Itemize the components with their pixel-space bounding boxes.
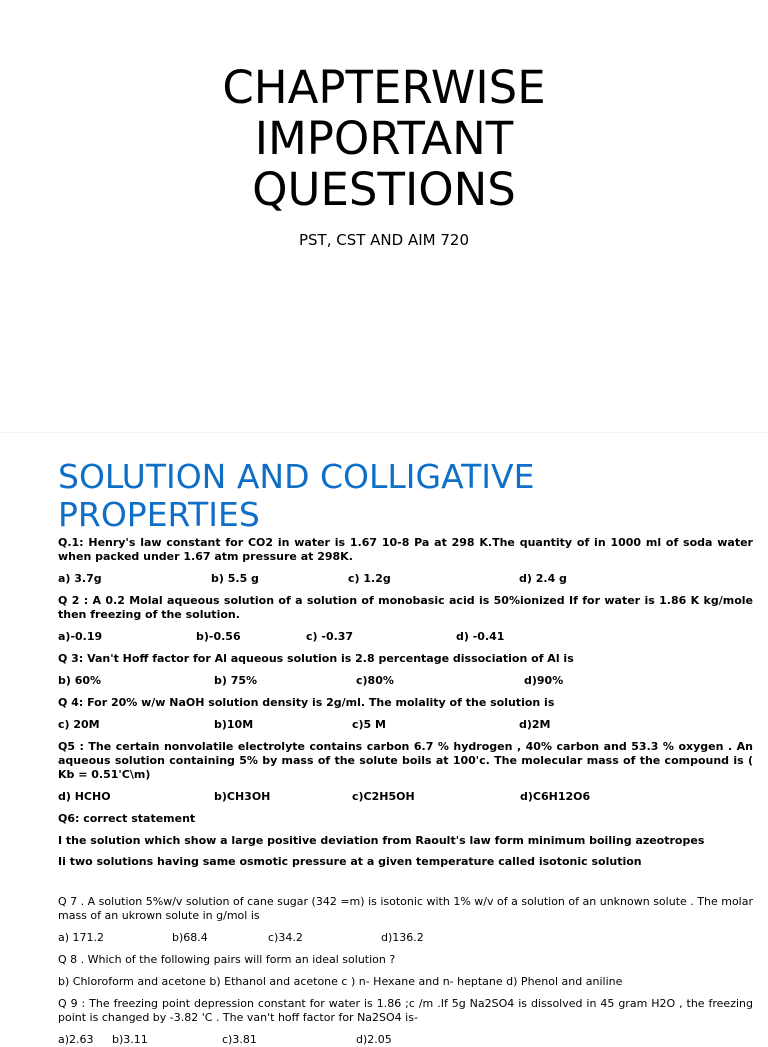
q3-option-c: c)80% [356, 674, 394, 687]
question-2: Q 2 : A 0.2 Molal aqueous solution of a solution of monobasic acid is 50%ionized If for water is 1.86 K kg/mole then freezing of the solution. [58, 594, 753, 621]
question-4-options [58, 718, 753, 732]
q9-option-d: d)2.05 [356, 1033, 392, 1046]
slide-divider [0, 432, 768, 433]
q7-option-b: b)68.4 [172, 931, 208, 944]
question-1-options [58, 572, 753, 586]
cropped-text-line [58, 875, 753, 879]
q7-option-c: c)34.2 [268, 931, 303, 944]
q5-option-d: d)C6H12O6 [520, 790, 591, 803]
q5-option-c: c)C2H5OH [352, 790, 415, 803]
q9-option-a: a)2.63 [58, 1033, 94, 1046]
q3-option-b: b) 75% [214, 674, 258, 687]
q3-option-d: d)90% [524, 674, 564, 687]
q9-option-c: c)3.81 [222, 1033, 257, 1046]
subtitle: PST, CST AND AIM 720 [298, 231, 470, 249]
question-list [58, 536, 753, 1047]
question-5-options [58, 790, 753, 804]
question-7-options [58, 931, 753, 945]
q4-option-b: b)10M [214, 718, 254, 731]
q7-option-d: d)136.2 [381, 931, 424, 944]
q1-option-b: b) 5.5 g [211, 572, 259, 585]
main-title [0, 62, 768, 215]
q2-option-a: a)-0.19 [58, 630, 103, 643]
question-3: Q 3: Van't Hoff factor for Al aqueous solution is 2.8 percentage dissociation of Al is [58, 652, 574, 665]
question-7: Q 7 . A solution 5%w/v solution of cane sugar (342 =m) is isotonic with 1% w/v of a solution of an unknown solute . The molar mass of an ukrown solute in g/mol is [58, 895, 753, 922]
q7-option-a: a) 171.2 [58, 931, 105, 944]
question-1: Q.1: Henry's law constant for CO2 in water is 1.67 10-8 Pa at 298 K.The quantity of in 1000 ml of soda water when packed under 1.67 atm pressure at 298K. [58, 536, 753, 563]
q2-option-d: d) -0.41 [456, 630, 505, 643]
question-9-options [58, 1033, 753, 1047]
question-5: Q5 : The certain nonvolatile electrolyte contains carbon 6.7 % hydrogen , 40% carbon and 53.3 % oxygen . An aqueous solution containing 5% by mass of the solute boils at 100'c. The molecular mass of the compound is ( Kb = 0.51'C\m) [58, 740, 753, 781]
question-6-statement-2: Ii two solutions having same osmotic pressure at a given temperature called isotonic solution [58, 855, 642, 868]
q4-option-a: c) 20M [58, 718, 100, 731]
q5-option-a: d) HCHO [58, 790, 111, 803]
q2-option-b: b)-0.56 [196, 630, 241, 643]
question-4: Q 4: For 20% w/w NaOH solution density is 2g/ml. The molality of the solution is [58, 696, 555, 709]
question-8-options: b) Chloroform and acetone b) Ethanol and acetone c ) n- Hexane and n- heptane d) Phenol and aniline [58, 975, 623, 988]
question-2-options [58, 630, 753, 644]
section-title-line-1: SOLUTION AND COLLIGATIVE [58, 457, 535, 496]
q4-option-d: d)2M [519, 718, 551, 731]
question-8: Q 8 . Which of the following pairs will form an ideal solution ? [58, 953, 396, 966]
section-title-line-2: PROPERTIES [58, 495, 260, 534]
main-title-line-2: IMPORTANT [254, 112, 514, 165]
q9-option-b: b)3.11 [112, 1033, 148, 1046]
main-title-line-1: CHAPTERWISE [222, 61, 546, 114]
q4-option-c: c)5 M [352, 718, 386, 731]
main-title-line-3: QUESTIONS [252, 163, 516, 216]
section-title [58, 458, 534, 534]
q1-option-a: a) 3.7g [58, 572, 102, 585]
question-6: Q6: correct statement [58, 812, 196, 825]
q1-option-c: c) 1.2g [348, 572, 391, 585]
q2-option-c: c) -0.37 [306, 630, 354, 643]
question-6-statement-1: I the solution which show a large positive deviation from Raoult's law form minimum boiling azeotropes [58, 834, 705, 847]
q5-option-b: b)CH3OH [214, 790, 271, 803]
question-3-options [58, 674, 753, 688]
q1-option-d: d) 2.4 g [519, 572, 567, 585]
title-slide [0, 0, 768, 420]
q3-option-a: b) 60% [58, 674, 102, 687]
question-9: Q 9 : The freezing point depression constant for water is 1.86 ;c /m .If 5g Na2SO4 is dissolved in 45 gram H2O , the freezing point is changed by -3.82 'C . The van't hoff factor for Na2SO4 is- [58, 997, 753, 1024]
